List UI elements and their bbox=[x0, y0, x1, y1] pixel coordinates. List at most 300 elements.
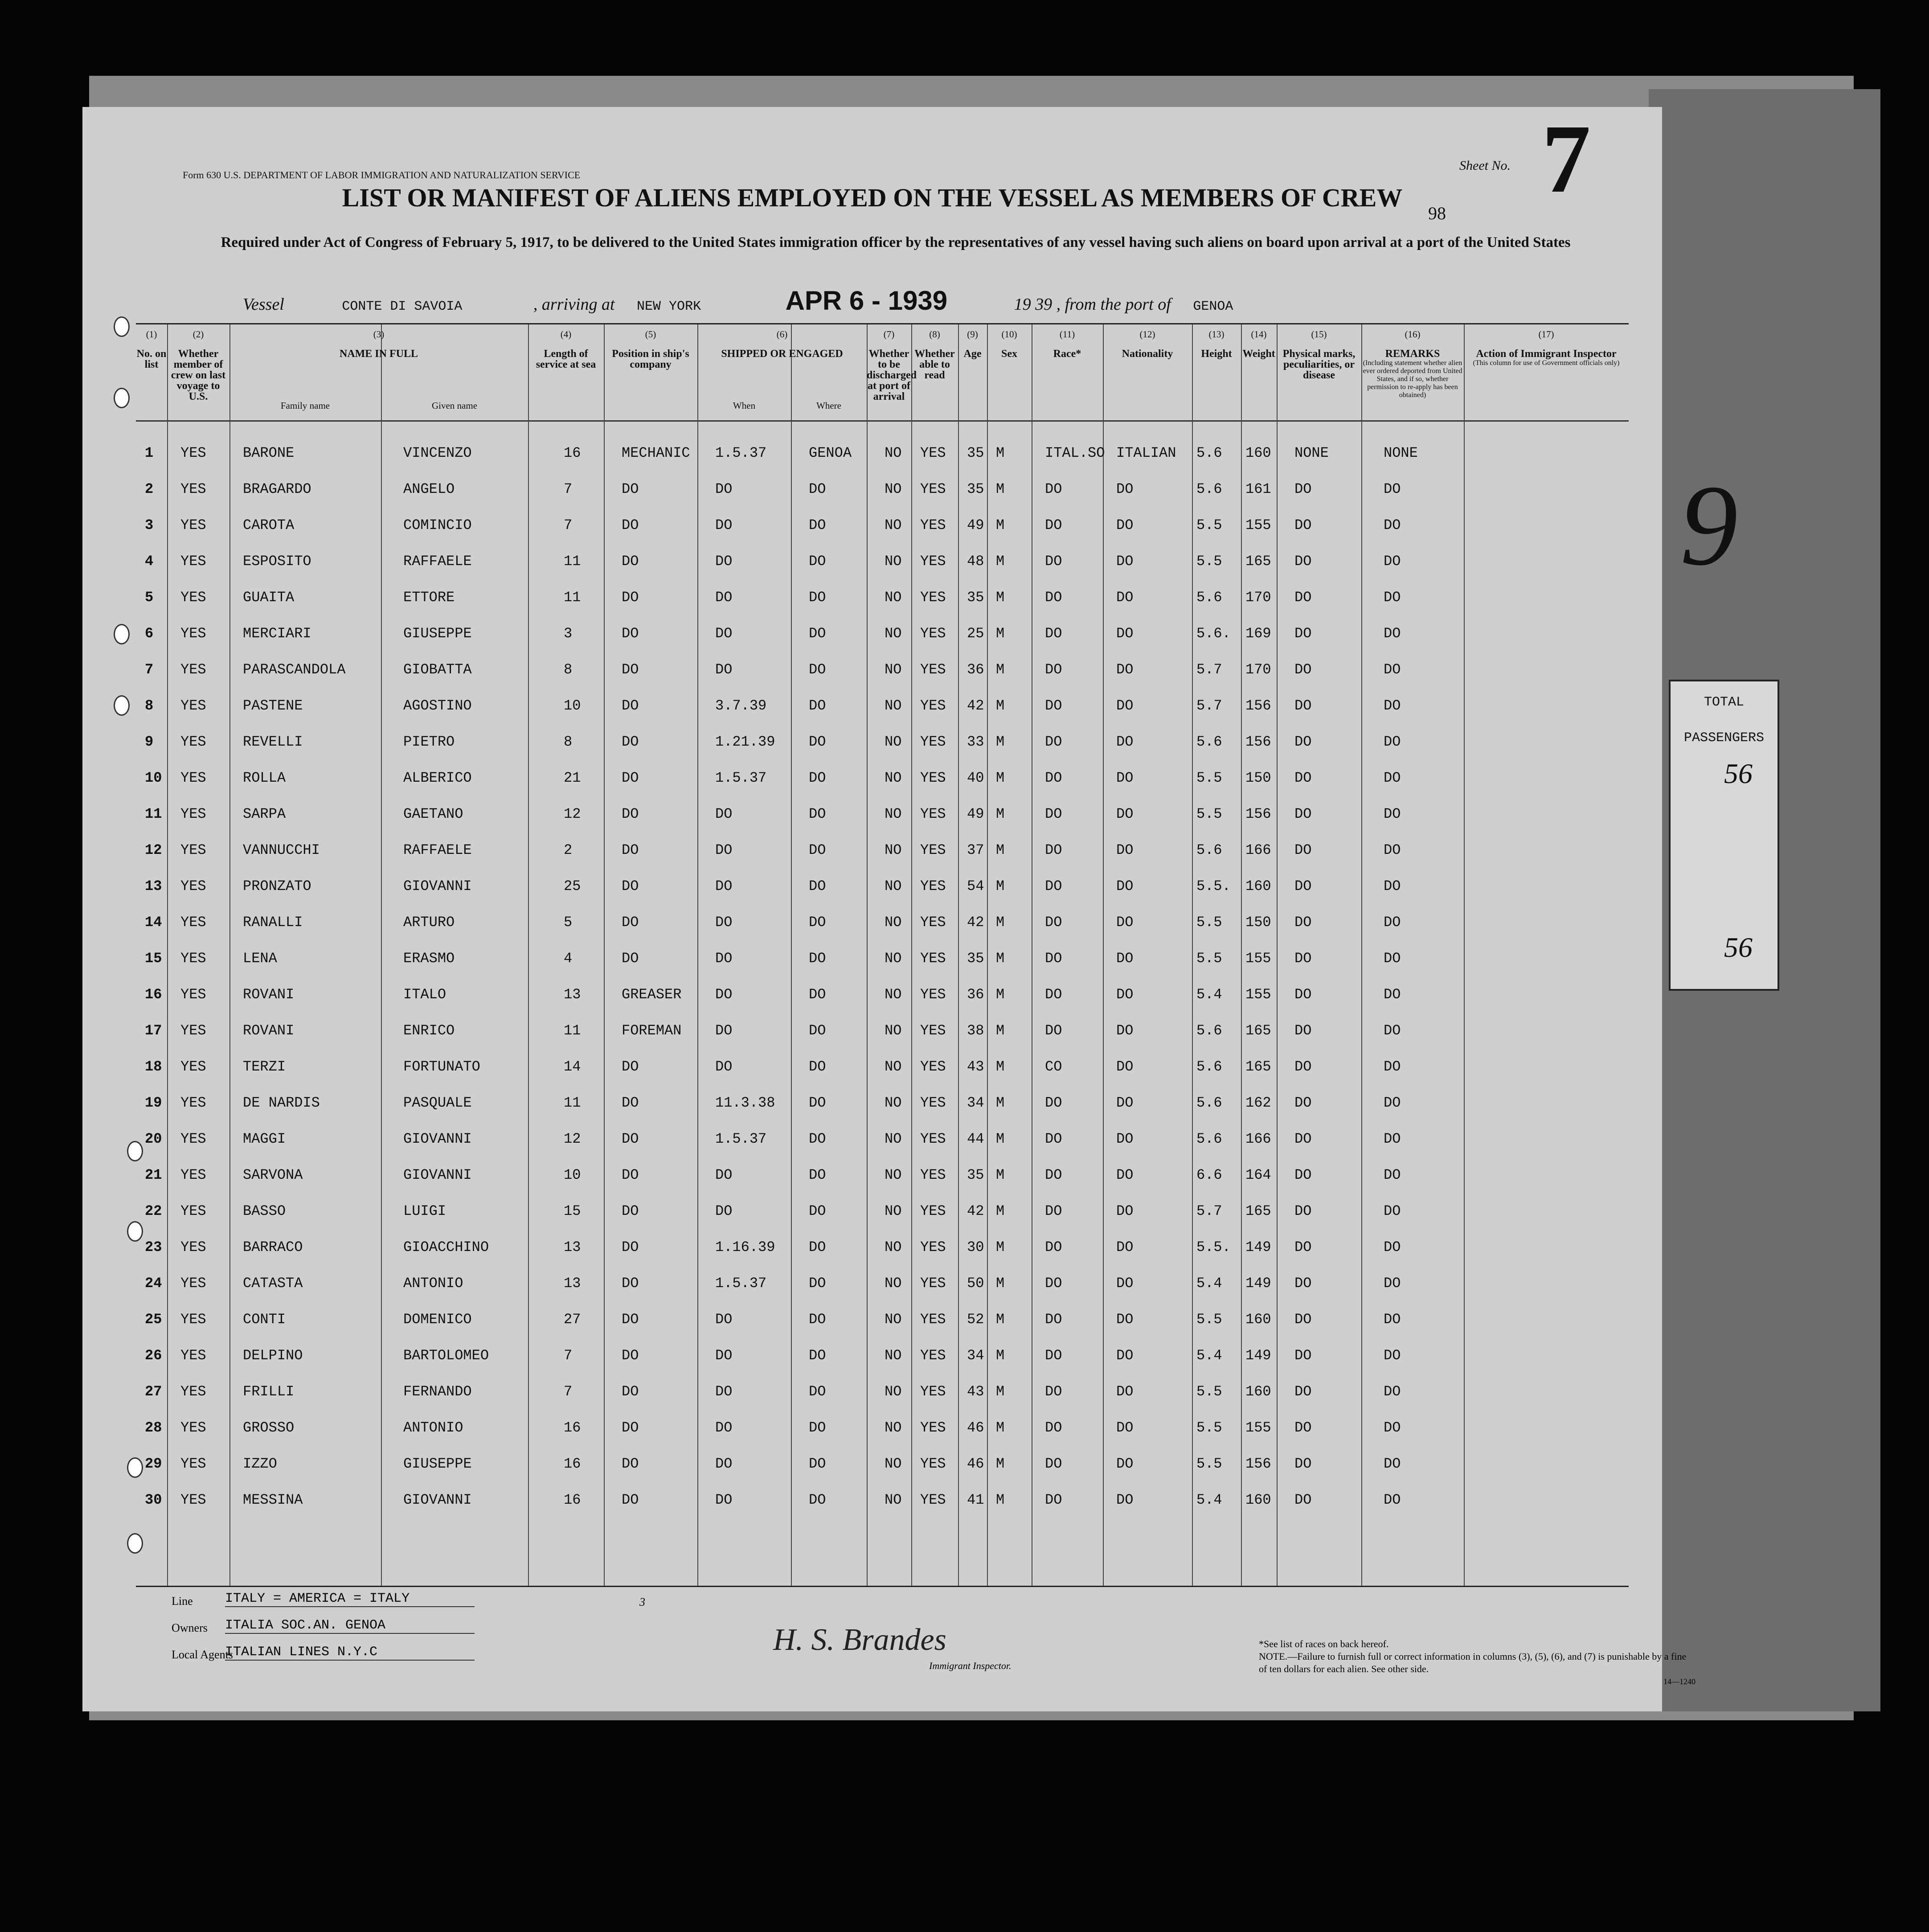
punch-hole bbox=[127, 1141, 143, 1161]
physical-marks: DO bbox=[1294, 914, 1312, 931]
able-to-read: YES bbox=[920, 878, 946, 894]
prior-voyage: YES bbox=[180, 1311, 206, 1328]
row-number: 8 bbox=[145, 697, 154, 714]
height: 5.6 bbox=[1196, 481, 1222, 497]
shipped-when: DO bbox=[715, 625, 733, 642]
height: 5.4 bbox=[1196, 986, 1222, 1003]
given-name: GIOVANNI bbox=[403, 1492, 472, 1508]
shipped-when: 1.5.37 bbox=[715, 770, 767, 786]
owners-value: ITALIA SOC.AN. GENOA bbox=[225, 1618, 475, 1634]
race: DO bbox=[1045, 553, 1062, 570]
date-stamp: APR 6 - 1939 bbox=[785, 286, 948, 316]
shipped-when: DO bbox=[715, 950, 733, 967]
column-header bbox=[1032, 329, 1103, 359]
discharged: NO bbox=[885, 1347, 902, 1364]
row-number: 3 bbox=[145, 517, 154, 533]
shipped-when: 11.3.38 bbox=[715, 1095, 775, 1111]
family-name: CONTI bbox=[243, 1311, 286, 1328]
given-name: PASQUALE bbox=[403, 1095, 472, 1111]
able-to-read: YES bbox=[920, 842, 946, 858]
race: DO bbox=[1045, 806, 1062, 822]
weight: 156 bbox=[1245, 697, 1271, 714]
column-header bbox=[1361, 329, 1464, 399]
able-to-read: YES bbox=[920, 1419, 946, 1436]
age: 46 bbox=[967, 1419, 984, 1436]
height: 5.5. bbox=[1196, 878, 1231, 894]
remarks: DO bbox=[1384, 1095, 1401, 1111]
column-sublabel: Family name bbox=[280, 400, 330, 411]
service-length: 11 bbox=[564, 1022, 581, 1039]
given-name: ANGELO bbox=[403, 481, 455, 497]
sex: M bbox=[996, 806, 1005, 822]
remarks: DO bbox=[1384, 1419, 1401, 1436]
race: DO bbox=[1045, 734, 1062, 750]
sex: M bbox=[996, 914, 1005, 931]
position: DO bbox=[622, 1492, 639, 1508]
height: 5.4 bbox=[1196, 1347, 1222, 1364]
remarks: DO bbox=[1384, 878, 1401, 894]
physical-marks: DO bbox=[1294, 481, 1312, 497]
given-name: PIETRO bbox=[403, 734, 455, 750]
column-label: Weight bbox=[1242, 348, 1275, 360]
manifest-sheet bbox=[82, 104, 1696, 1711]
age: 50 bbox=[967, 1275, 984, 1292]
prior-voyage: YES bbox=[180, 1239, 206, 1255]
service-length: 10 bbox=[564, 697, 581, 714]
shipped-when: 1.5.37 bbox=[715, 1131, 767, 1147]
discharged: NO bbox=[885, 1456, 902, 1472]
discharged: NO bbox=[885, 878, 902, 894]
prior-voyage: YES bbox=[180, 878, 206, 894]
shipped-when: DO bbox=[715, 481, 733, 497]
shipped-where: DO bbox=[809, 1275, 826, 1292]
remarks: DO bbox=[1384, 1311, 1401, 1328]
from-port-label: , from the port of bbox=[1056, 295, 1171, 314]
prior-voyage: YES bbox=[180, 842, 206, 858]
physical-marks: DO bbox=[1294, 625, 1312, 642]
column-label: Whether to be discharged at port of arrival bbox=[867, 348, 917, 402]
shipped-where: DO bbox=[809, 697, 826, 714]
given-name: ETTORE bbox=[403, 589, 455, 606]
race-note: *See list of races on back hereof. bbox=[1259, 1638, 1389, 1649]
able-to-read: YES bbox=[920, 1167, 946, 1183]
height: 5.5 bbox=[1196, 1419, 1222, 1436]
discharged: NO bbox=[885, 625, 902, 642]
service-length: 10 bbox=[564, 1167, 581, 1183]
height: 5.5 bbox=[1196, 770, 1222, 786]
column-label: Whether member of crew on last voyage to U.S. bbox=[171, 348, 226, 402]
given-name: GIOVANNI bbox=[403, 1167, 472, 1183]
totals-subtitle: PASSENGERS bbox=[1683, 730, 1765, 746]
given-name: GIOBATTA bbox=[403, 661, 472, 678]
vessel-name: CONTE DI SAVOIA bbox=[342, 299, 463, 314]
table-row bbox=[136, 1411, 1629, 1446]
weight: 155 bbox=[1245, 950, 1271, 967]
position: DO bbox=[622, 1347, 639, 1364]
physical-marks: DO bbox=[1294, 1167, 1312, 1183]
column-sublabel: Given name bbox=[431, 400, 478, 411]
family-name: PRONZATO bbox=[243, 878, 311, 894]
prior-voyage: YES bbox=[180, 950, 206, 967]
prior-voyage: YES bbox=[180, 1456, 206, 1472]
able-to-read: YES bbox=[920, 734, 946, 750]
prior-voyage: YES bbox=[180, 1383, 206, 1400]
discharged: NO bbox=[885, 1383, 902, 1400]
height: 5.5 bbox=[1196, 1456, 1222, 1472]
given-name: RAFFAELE bbox=[403, 553, 472, 570]
discharged: NO bbox=[885, 1311, 902, 1328]
remarks: DO bbox=[1384, 1203, 1401, 1219]
age: 52 bbox=[967, 1311, 984, 1328]
weight: 156 bbox=[1245, 734, 1271, 750]
physical-marks: DO bbox=[1294, 1347, 1312, 1364]
line-label: Line bbox=[172, 1595, 193, 1608]
prior-voyage: YES bbox=[180, 1275, 206, 1292]
table-row bbox=[136, 905, 1629, 941]
age: 35 bbox=[967, 445, 984, 461]
line-value: ITALY = AMERICA = ITALY bbox=[225, 1591, 475, 1607]
agents-value: ITALIAN LINES N.Y.C bbox=[225, 1645, 475, 1661]
column-number: (3) bbox=[373, 329, 385, 340]
column-number: (7) bbox=[883, 329, 895, 340]
family-name: MESSINA bbox=[243, 1492, 303, 1508]
column-header bbox=[229, 329, 528, 411]
table-row bbox=[136, 508, 1629, 544]
given-name: ERASMO bbox=[403, 950, 455, 967]
discharged: NO bbox=[885, 734, 902, 750]
sex: M bbox=[996, 1131, 1005, 1147]
row-number: 4 bbox=[145, 553, 154, 570]
row-number: 6 bbox=[145, 625, 154, 642]
able-to-read: YES bbox=[920, 914, 946, 931]
weight: 149 bbox=[1245, 1347, 1271, 1364]
given-name: AGOSTINO bbox=[403, 697, 472, 714]
column-label: Whether able to read bbox=[914, 348, 955, 381]
given-name: GAETANO bbox=[403, 806, 463, 822]
nationality: DO bbox=[1116, 1492, 1134, 1508]
sex: M bbox=[996, 1456, 1005, 1472]
table-row bbox=[136, 472, 1629, 508]
nationality: DO bbox=[1116, 1095, 1134, 1111]
vessel-label: Vessel bbox=[243, 295, 284, 314]
given-name: GIUSEPPE bbox=[403, 1456, 472, 1472]
shipped-when: DO bbox=[715, 589, 733, 606]
service-length: 21 bbox=[564, 770, 581, 786]
remarks: NONE bbox=[1384, 445, 1418, 461]
given-name: GIUSEPPE bbox=[403, 625, 472, 642]
prior-voyage: YES bbox=[180, 589, 206, 606]
punch-hole bbox=[114, 695, 130, 716]
height: 5.6 bbox=[1196, 445, 1222, 461]
discharged: NO bbox=[885, 914, 902, 931]
service-length: 13 bbox=[564, 1239, 581, 1255]
column-header bbox=[1464, 329, 1629, 367]
column-label: Height bbox=[1201, 348, 1232, 360]
column-header bbox=[167, 329, 229, 402]
race: DO bbox=[1045, 1492, 1062, 1508]
age: 40 bbox=[967, 770, 984, 786]
position: DO bbox=[622, 1095, 639, 1111]
service-length: 13 bbox=[564, 1275, 581, 1292]
page-subtitle: Required under Act of Congress of February 5, 1917, to be delivered to the United States immigration officer by the representatives of any vessel having such aliens on board upon arrival at a port of the United States bbox=[221, 234, 1571, 250]
physical-marks: DO bbox=[1294, 1203, 1312, 1219]
able-to-read: YES bbox=[920, 986, 946, 1003]
age: 37 bbox=[967, 842, 984, 858]
column-label: Sex bbox=[1001, 348, 1017, 360]
page-title: LIST OR MANIFEST OF ALIENS EMPLOYED ON THE VESSEL AS MEMBERS OF CREW bbox=[342, 183, 1403, 212]
physical-marks: DO bbox=[1294, 1311, 1312, 1328]
physical-marks: DO bbox=[1294, 1275, 1312, 1292]
shipped-when: DO bbox=[715, 1022, 733, 1039]
remarks: DO bbox=[1384, 589, 1401, 606]
discharged: NO bbox=[885, 697, 902, 714]
column-header bbox=[697, 329, 867, 411]
age: 38 bbox=[967, 1022, 984, 1039]
remarks: DO bbox=[1384, 1167, 1401, 1183]
shipped-where: DO bbox=[809, 950, 826, 967]
age: 35 bbox=[967, 950, 984, 967]
shipped-where: DO bbox=[809, 1419, 826, 1436]
remarks: DO bbox=[1384, 1492, 1401, 1508]
age: 43 bbox=[967, 1058, 984, 1075]
race: DO bbox=[1045, 770, 1062, 786]
position: DO bbox=[622, 950, 639, 967]
given-name: FORTUNATO bbox=[403, 1058, 480, 1075]
remarks: DO bbox=[1384, 1383, 1401, 1400]
shipped-when: DO bbox=[715, 661, 733, 678]
service-length: 27 bbox=[564, 1311, 581, 1328]
discharged: NO bbox=[885, 1275, 902, 1292]
remarks: DO bbox=[1384, 914, 1401, 931]
position: DO bbox=[622, 1275, 639, 1292]
agents-label: Local Agents bbox=[172, 1648, 233, 1661]
race: DO bbox=[1045, 1347, 1062, 1364]
row-number: 5 bbox=[145, 589, 154, 606]
family-name: LENA bbox=[243, 950, 277, 967]
service-length: 7 bbox=[564, 481, 573, 497]
able-to-read: YES bbox=[920, 1058, 946, 1075]
family-name: VANNUCCHI bbox=[243, 842, 320, 858]
crew-table bbox=[136, 323, 1629, 1587]
sex: M bbox=[996, 1058, 1005, 1075]
column-header bbox=[604, 329, 697, 370]
prior-voyage: YES bbox=[180, 625, 206, 642]
able-to-read: YES bbox=[920, 481, 946, 497]
nationality: DO bbox=[1116, 950, 1134, 967]
age: 44 bbox=[967, 1131, 984, 1147]
sex: M bbox=[996, 734, 1005, 750]
header-divider bbox=[136, 420, 1629, 422]
table-row bbox=[136, 1086, 1629, 1121]
row-number: 11 bbox=[145, 806, 162, 822]
able-to-read: YES bbox=[920, 1203, 946, 1219]
table-row bbox=[136, 1194, 1629, 1230]
column-number: (2) bbox=[192, 329, 204, 340]
nationality: DO bbox=[1116, 878, 1134, 894]
column-number: (8) bbox=[929, 329, 940, 340]
race: DO bbox=[1045, 697, 1062, 714]
position: DO bbox=[622, 697, 639, 714]
table-row bbox=[136, 1050, 1629, 1085]
shipped-where: DO bbox=[809, 1167, 826, 1183]
inspector-signature: H. S. Brandes bbox=[773, 1623, 946, 1657]
prior-voyage: YES bbox=[180, 1022, 206, 1039]
remarks: DO bbox=[1384, 697, 1401, 714]
weight: 165 bbox=[1245, 1203, 1271, 1219]
table-row bbox=[136, 869, 1629, 905]
row-number: 27 bbox=[145, 1383, 162, 1400]
column-number: (9) bbox=[967, 329, 978, 340]
sex: M bbox=[996, 1203, 1005, 1219]
race: DO bbox=[1045, 517, 1062, 533]
age: 35 bbox=[967, 1167, 984, 1183]
remarks: DO bbox=[1384, 1058, 1401, 1075]
vessel-line bbox=[243, 285, 1233, 316]
shipped-where: DO bbox=[809, 1095, 826, 1111]
prior-voyage: YES bbox=[180, 517, 206, 533]
column-header bbox=[987, 329, 1032, 359]
service-length: 4 bbox=[564, 950, 573, 967]
service-length: 11 bbox=[564, 553, 581, 570]
table-row bbox=[136, 616, 1629, 652]
weight: 155 bbox=[1245, 986, 1271, 1003]
age: 42 bbox=[967, 914, 984, 931]
height: 5.5 bbox=[1196, 1311, 1222, 1328]
prior-voyage: YES bbox=[180, 553, 206, 570]
height: 5.5 bbox=[1196, 806, 1222, 822]
discharged: NO bbox=[885, 1239, 902, 1255]
given-name: ANTONIO bbox=[403, 1419, 463, 1436]
sex: M bbox=[996, 517, 1005, 533]
discharged: NO bbox=[885, 1131, 902, 1147]
nationality: DO bbox=[1116, 481, 1134, 497]
height: 5.5 bbox=[1196, 950, 1222, 967]
column-header bbox=[136, 329, 167, 370]
able-to-read: YES bbox=[920, 445, 946, 461]
table-row bbox=[136, 436, 1629, 472]
given-name: ITALO bbox=[403, 986, 446, 1003]
service-length: 12 bbox=[564, 806, 581, 822]
sex: M bbox=[996, 1167, 1005, 1183]
prior-voyage: YES bbox=[180, 1131, 206, 1147]
row-number: 23 bbox=[145, 1239, 162, 1255]
position: DO bbox=[622, 1311, 639, 1328]
prior-voyage: YES bbox=[180, 1095, 206, 1111]
prior-voyage: YES bbox=[180, 1419, 206, 1436]
handwritten-side-number: 9 bbox=[1680, 461, 1738, 590]
remarks: DO bbox=[1384, 1239, 1401, 1255]
remarks: DO bbox=[1384, 770, 1401, 786]
family-name: PASTENE bbox=[243, 697, 303, 714]
sex: M bbox=[996, 1095, 1005, 1111]
form-label: Form 630 U.S. DEPARTMENT OF LABOR IMMIGRATION AND NATURALIZATION SERVICE bbox=[183, 169, 581, 180]
shipped-where: DO bbox=[809, 842, 826, 858]
column-label: Race* bbox=[1053, 348, 1081, 360]
punch-hole bbox=[114, 388, 130, 408]
sheet-number: 7 bbox=[1542, 104, 1591, 213]
punch-hole bbox=[114, 316, 130, 337]
family-name: MERCIARI bbox=[243, 625, 311, 642]
weight: 160 bbox=[1245, 878, 1271, 894]
family-name: SARVONA bbox=[243, 1167, 303, 1183]
discharged: NO bbox=[885, 1167, 902, 1183]
shipped-where: DO bbox=[809, 589, 826, 606]
position: DO bbox=[622, 625, 639, 642]
column-header bbox=[867, 329, 917, 402]
sex: M bbox=[996, 1022, 1005, 1039]
shipped-where: DO bbox=[809, 517, 826, 533]
table-row bbox=[136, 725, 1629, 760]
race: DO bbox=[1045, 1239, 1062, 1255]
service-length: 25 bbox=[564, 878, 581, 894]
remarks: DO bbox=[1384, 553, 1401, 570]
given-name: COMINCIO bbox=[403, 517, 472, 533]
row-number: 25 bbox=[145, 1311, 162, 1328]
arriving-label: , arriving at bbox=[533, 295, 615, 314]
sex: M bbox=[996, 589, 1005, 606]
family-name: BARRACO bbox=[243, 1239, 303, 1255]
race: DO bbox=[1045, 1131, 1062, 1147]
able-to-read: YES bbox=[920, 625, 946, 642]
handwritten-number: 98 bbox=[1428, 203, 1446, 223]
sex: M bbox=[996, 770, 1005, 786]
remarks: DO bbox=[1384, 1456, 1401, 1472]
table-row bbox=[136, 1374, 1629, 1410]
family-name: DE NARDIS bbox=[243, 1095, 320, 1111]
family-name: FRILLI bbox=[243, 1383, 295, 1400]
column-sublabel: (Including statement whether alien ever ordered deported from United States, and if so, whether permission to re-apply has been obtained) bbox=[1363, 359, 1462, 399]
position: DO bbox=[622, 734, 639, 750]
weight: 164 bbox=[1245, 1167, 1271, 1183]
able-to-read: YES bbox=[920, 1095, 946, 1111]
race: DO bbox=[1045, 589, 1062, 606]
shipped-where: DO bbox=[809, 1131, 826, 1147]
family-name: MAGGI bbox=[243, 1131, 286, 1147]
service-length: 13 bbox=[564, 986, 581, 1003]
position: DO bbox=[622, 1419, 639, 1436]
nationality: DO bbox=[1116, 517, 1134, 533]
column-number: (4) bbox=[560, 329, 572, 340]
able-to-read: YES bbox=[920, 1239, 946, 1255]
shipped-where: DO bbox=[809, 1022, 826, 1039]
remarks: DO bbox=[1384, 842, 1401, 858]
nationality: DO bbox=[1116, 842, 1134, 858]
shipped-where: DO bbox=[809, 914, 826, 931]
small-mark: 3 bbox=[639, 1596, 645, 1608]
able-to-read: YES bbox=[920, 589, 946, 606]
prior-voyage: YES bbox=[180, 1167, 206, 1183]
service-length: 7 bbox=[564, 517, 573, 533]
weight: 149 bbox=[1245, 1239, 1271, 1255]
position: DO bbox=[622, 842, 639, 858]
shipped-when: DO bbox=[715, 1203, 733, 1219]
row-number: 17 bbox=[145, 1022, 162, 1039]
height: 6.6 bbox=[1196, 1167, 1222, 1183]
column-number: (13) bbox=[1208, 329, 1225, 340]
column-header bbox=[911, 329, 958, 381]
height: 5.5 bbox=[1196, 517, 1222, 533]
shipped-where: DO bbox=[809, 1347, 826, 1364]
column-label: Position in ship's company bbox=[612, 348, 689, 370]
physical-marks: DO bbox=[1294, 770, 1312, 786]
physical-marks: DO bbox=[1294, 697, 1312, 714]
position: DO bbox=[622, 1203, 639, 1219]
column-header bbox=[958, 329, 987, 359]
able-to-read: YES bbox=[920, 1456, 946, 1472]
row-number: 20 bbox=[145, 1131, 162, 1147]
race: DO bbox=[1045, 986, 1062, 1003]
height: 5.6 bbox=[1196, 842, 1222, 858]
